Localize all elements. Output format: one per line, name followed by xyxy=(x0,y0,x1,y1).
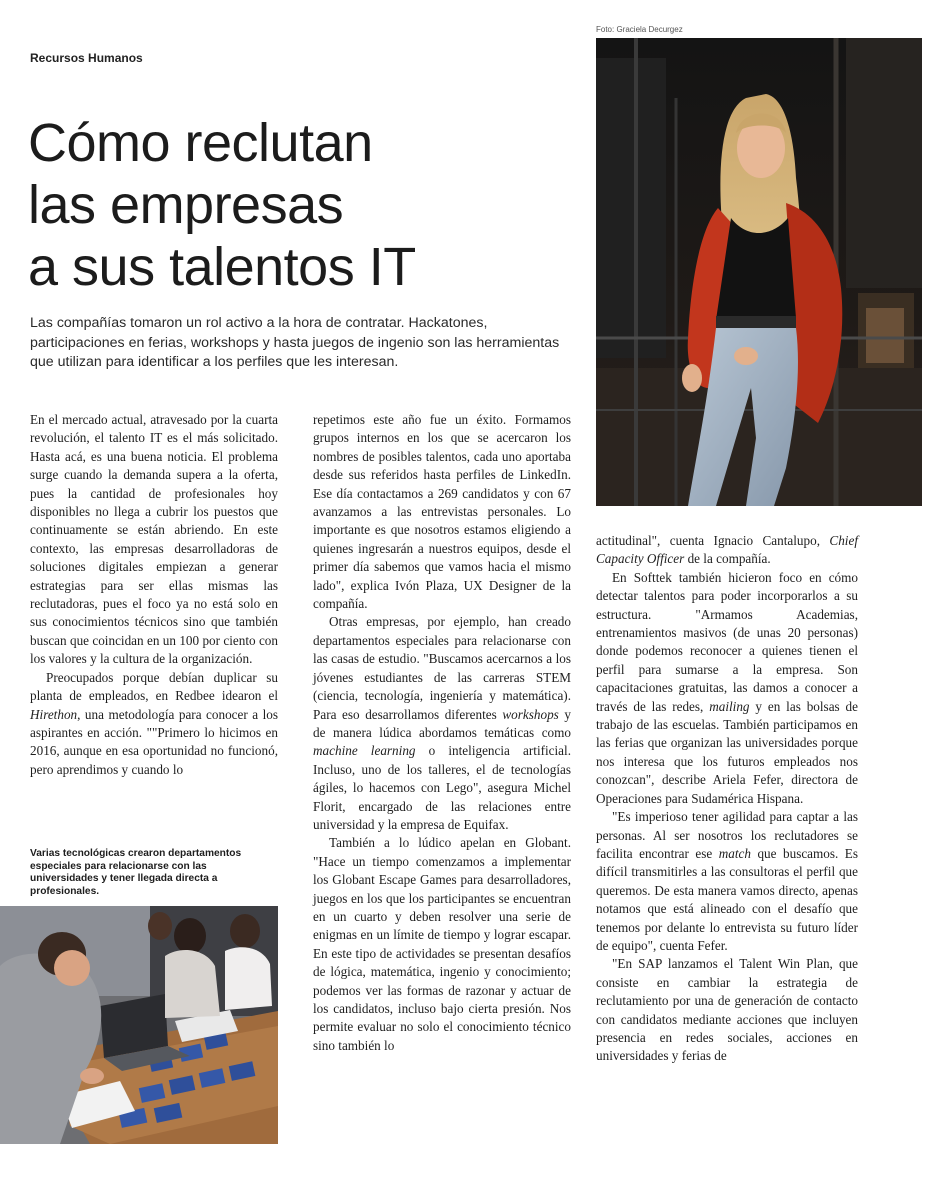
portrait-photo xyxy=(596,38,922,506)
paragraph xyxy=(596,808,858,955)
headline-line: Cómo reclutan xyxy=(28,113,373,173)
emphasis: match xyxy=(718,845,751,861)
lede: Las compañías tomaron un rol activo a la hora de contratar. Hackatones, participaciones en ferias, workshops y hasta juegos de ingenio son las herramientas que utilizan para identificar a los perfiles que les interesan. xyxy=(30,315,560,370)
paragraph: "En SAP lanzamos el Talent Win Plan, que consiste en cambiar la estrategia de reclutamiento por una de generación de contacto con candidatos mediante acciones que incluyen presencia en redes sociales, acciones en universidades y ferias de xyxy=(596,956,858,1064)
text-run: "Es imperioso tener agilidad para captar a las personas. Al ser nosotros los reclutadores se facilita encontrar ese xyxy=(596,809,858,861)
text-run: Otras empresas, por ejemplo, han creado departamentos especiales para relacionarse con las casas de estudio. "Buscamos acercarnos a los jóvenes estudiantes de las carreras STEM (ciencia, tecnología, ingeniería y matemática). Para eso desarrollamos diferentes xyxy=(313,614,571,722)
emphasis: Hirethon xyxy=(30,706,78,722)
article-column-3 xyxy=(596,532,858,1066)
paragraph xyxy=(596,569,858,808)
paragraph xyxy=(30,669,278,779)
paragraph: También a lo lúdico apelan en Globant. "Hace un tiempo comenzamos a implementar los Globant Escape Games para desarrolladores, juegos en los que los participantes se encuentran en un cuarto y deben resolver una serie de enigmas en un límite de tiempo y lograr escapar. En este tipo de actividades se presentan desafíos de lógica, matemática, ingenio y conocimiento; podemos ver las formas de razonar y actuar de los candidatos, incluso bajo cierta presión. Nos permite evaluar no solo el conocimiento técnico sino también lo xyxy=(313,835,571,1053)
paragraph: repetimos este año fue un éxito. Formamos grupos internos en los que se acercaron los nombres de posibles talentos, cada uno aportaba desde sus referidos hasta perfiles de LinkedIn. Ese día contactamos a 269 candidatos y con 67 avanzamos a las entrevistas personales. Lo importante es que nosotros estamos eligiendo a quienes ingresarán a nuestros equipos, desde el primer día sabemos que vamos hacia el mismo lado", explica Ivón Plaza, UX Designer de la compañía. xyxy=(313,412,571,612)
article-column-1 xyxy=(30,411,278,779)
headline-line: las empresas xyxy=(28,175,344,235)
headline xyxy=(28,112,588,298)
text-run: de la compañía. xyxy=(684,551,771,567)
students-photo xyxy=(0,906,278,1144)
article-column-2 xyxy=(313,411,571,1055)
text-run: que buscamos. Es difícil transmitirles a las consultoras el perfil que queremos. De esta manera vamos directo, apenas notamos que está alineado con el desafío que tenemos por delante lo entrevista su futuro líder de equipo", cuenta Fefer. xyxy=(596,845,858,953)
photo-caption: Varias tecnológicas crearon departamentos especiales para relacionarse con las universidades y tener llegada directa a profesionales. xyxy=(30,848,242,897)
photo-credit: Foto: Graciela Decurgez xyxy=(596,25,683,34)
text-run: y en las bolsas de trabajo de las escuelas. También participamos en las ferias que organizan las universidades porque nos interesa que los futuros empleados nos conozcan", describe Ariela Fefer, directora de Operaciones para Sudamérica Hispana. xyxy=(596,698,858,806)
text-run: , una metodología para conocer a los aspirantes en acción. ""Primero lo hicimos en 2016, aunque en esa oportunidad no funcionó, pero aprendimos y cuando lo xyxy=(30,706,278,777)
emphasis: machine learning xyxy=(313,743,416,759)
emphasis: workshops xyxy=(502,706,559,722)
paragraph xyxy=(596,532,858,569)
paragraph xyxy=(313,613,571,834)
section-label: Recursos Humanos xyxy=(30,51,143,65)
paragraph: En el mercado actual, atravesado por la cuarta revolución, el talento IT es el más solicitado. Hasta acá, es una buena noticia. El problema surge cuando la demanda supera a la oferta, pues la cantidad de profesionales hoy disponibles no llega a cubrir los puestos que continuamente se están abriendo. En este contexto, las empresas desarrolladoras de soluciones digitales empiezan a generar estrategias para ser ellas mismas las reclutadoras, pues el foco ya no está solo en sus conocimientos técnicos sino que también buscan que coincidan en un 100 por ciento con los valores y la cultura de la organización. xyxy=(30,412,278,667)
emphasis: Chief Capacity Officer xyxy=(596,533,858,567)
emphasis: mailing xyxy=(709,698,750,714)
text-run: o inteligencia artificial. Incluso, uno de los talleres, el de tecnologías ágiles, lo hacemos con Lego", asegura Michel Florit, encargado de las relaciones entre universidad y la empresa de Equifax. xyxy=(313,743,571,832)
text-run: En Softtek también hicieron foco en cómo detectar talentos para poder incorporarlos a su estructura. "Armamos Academias, entrenamientos masivos (de unas 20 personas) donde podemos reconocer a quienes tienen el perfil para sumarse a la empresa. Son capacitaciones gratuitas, las damos a conocer a través de las redes, xyxy=(596,569,858,714)
headline-line: a sus talentos IT xyxy=(28,237,416,297)
text-run: Preocupados porque debían duplicar su planta de empleados, en Redbee idearon el xyxy=(30,669,278,704)
text-run: actitudinal", cuenta Ignacio Cantalupo, xyxy=(596,533,830,548)
text-run: y de manera lúdica abordamos temáticas como xyxy=(313,706,572,740)
